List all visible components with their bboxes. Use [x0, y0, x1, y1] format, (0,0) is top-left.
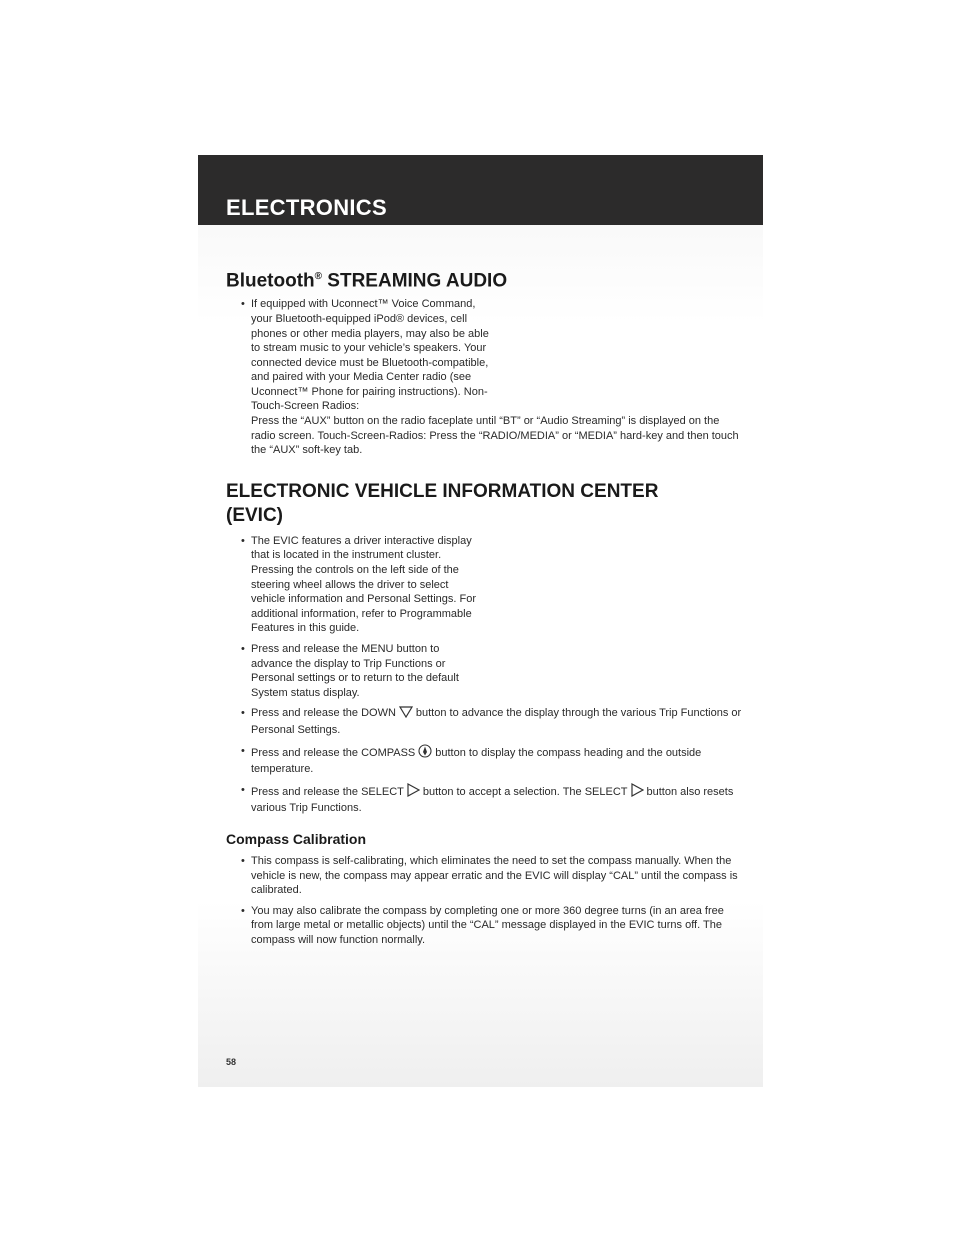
- compass-bullet: [226, 904, 746, 948]
- evic-bullet: [226, 642, 746, 700]
- evic-bullet-text: • The EVIC features a driver interactive display that is located in the instrument cluster. Pressing the controls on the left side of the steering wheel allows the driver to select vehicle information and Personal Settings. For additional information, refer to Programmable Features in this guide.: [251, 534, 477, 635]
- bluetooth-bullet-text-a: • If equipped with Uconnect™ Voice Command, your Bluetooth-equipped iPod® devices, cell phones or other media players, may also be able to stream music to your vehicle’s speakers. Your connected device must be Bluetooth-compatible, and paired with your Media Center radio (see Uconnect™ Phone for pairing instructions). Non-Touch-Screen Radios:: [251, 298, 489, 413]
- evic-bullet-text: Press and release the DOWN: [251, 707, 396, 720]
- page-number: 58: [226, 1057, 237, 1067]
- bluetooth-bullet-text-b: Press the “AUX” button on the radio faceplate until “BT” or “Audio Streaming” is displayed on the radio screen. Touch-Screen-Radios: Press the “RADIO/MEDIA” or “MEDIA” hard-key and then touch the “AUX” soft-key tab.: [251, 415, 739, 457]
- evic-bullet: [226, 744, 746, 777]
- down-triangle-icon: [399, 706, 413, 723]
- registered-mark: ®: [314, 271, 323, 282]
- evic-bullet: [226, 534, 746, 636]
- evic-bullet-text: button to display the compass heading and the outside temperature.: [251, 746, 702, 776]
- evic-bullet: [226, 706, 746, 737]
- manual-page: [198, 155, 763, 1087]
- evic-bullet-text: button to accept a selection. The SELECT: [422, 785, 628, 798]
- evic-bullet-text: Press and release the COMPASS: [251, 746, 416, 759]
- compass-bullet-text: • This compass is self-calibrating, which eliminates the need to set the compass manually. When the vehicle is new, the compass may appear erratic and the EVIC will display “CAL” until the compass is calibrated.: [251, 854, 738, 897]
- bluetooth-heading: [226, 265, 746, 293]
- compass-bullet-text: • You may also calibrate the compass by completing one or more 360 degree turns (in an area free from large metal or metallic objects) until the “CAL” message displayed in the EVIC turns off. The compass will now function normally.: [251, 904, 724, 946]
- section-title: ELECTRONICS: [226, 195, 387, 220]
- page-content: [226, 265, 746, 948]
- evic-bullet-text: • Press and release the MENU button to advance the display to Trip Functions or Personal settings or to return to the default System status display.: [251, 643, 459, 699]
- compass-bullets: [226, 854, 746, 948]
- compass-icon: [418, 744, 432, 763]
- evic-heading-line2: (EVIC): [226, 504, 283, 526]
- compass-heading: Compass Calibration: [226, 830, 367, 847]
- bluetooth-heading-word: Bluetooth: [226, 270, 315, 292]
- evic-bullet-text: Press and release the SELECT: [251, 785, 404, 798]
- evic-bullet: [226, 783, 746, 816]
- bluetooth-heading-rest: STREAMING AUDIO: [322, 270, 508, 292]
- evic-bullet-text: button also resets various Trip Functions.: [251, 785, 734, 815]
- evic-heading-line1: ELECTRONIC VEHICLE INFORMATION CENTER: [226, 480, 659, 502]
- section-header: [198, 155, 763, 225]
- evic-bullet-text: button to advance the display through the various Trip Functions or Personal Settings.: [251, 707, 742, 736]
- compass-bullet: [226, 854, 746, 898]
- bluetooth-bullets: [226, 297, 746, 458]
- right-triangle-icon: [407, 783, 420, 802]
- right-triangle-icon: [631, 783, 644, 802]
- evic-bullets: [226, 534, 746, 816]
- evic-heading: [226, 480, 746, 528]
- bluetooth-bullet: [226, 297, 746, 458]
